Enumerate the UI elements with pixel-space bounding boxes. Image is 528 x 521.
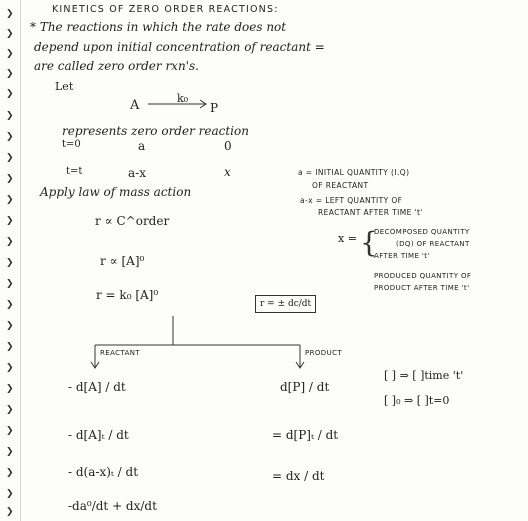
boxed-rate-expression: r = ± dc/dt xyxy=(255,295,316,313)
reactant-term: -da⁰/dt + dx/dt xyxy=(68,499,157,513)
def-x-line-4: PRODUCED QUANTITY OF xyxy=(374,272,472,280)
ring-mark: ❯ xyxy=(6,279,14,289)
ring-mark: ❯ xyxy=(6,507,14,517)
time-zero-product: 0 xyxy=(224,139,232,153)
ring-mark: ❯ xyxy=(6,489,14,499)
ring-mark: ❯ xyxy=(6,69,14,79)
reactant-term: - d[A] / dt xyxy=(68,380,126,394)
ring-mark: ❯ xyxy=(6,89,14,99)
ring-mark: ❯ xyxy=(6,29,14,39)
reaction-rate-constant: k₀ xyxy=(177,92,189,105)
definition-line-1: * The reactions in which the rate does not xyxy=(30,20,287,34)
definition-line-3: are called zero order rxn's. xyxy=(34,59,199,73)
product-term: = d[P]ₜ / dt xyxy=(272,428,339,442)
ring-mark: ❯ xyxy=(6,300,14,310)
let-label: Let xyxy=(55,80,74,93)
page-title: KINETICS OF ZERO ORDER REACTIONS: xyxy=(52,4,279,15)
time-zero-label: t=0 xyxy=(62,139,81,150)
ring-mark: ❯ xyxy=(6,405,14,415)
ring-mark: ❯ xyxy=(6,237,14,247)
def-x-line-5: PRODUCT AFTER TIME 't' xyxy=(374,284,470,292)
ring-mark: ❯ xyxy=(6,195,14,205)
ring-mark: ❯ xyxy=(6,363,14,373)
time-t-label: t=t xyxy=(66,166,83,177)
ring-mark: ❯ xyxy=(6,321,14,331)
def-ax-line-1: a-x = LEFT QUANTITY OF xyxy=(300,196,403,205)
ring-mark: ❯ xyxy=(6,258,14,268)
product-term: d[P] / dt xyxy=(280,380,330,394)
definition-line-2: depend upon initial concentration of reactant = xyxy=(34,40,325,54)
def-x-brace: { xyxy=(360,226,378,259)
represents-line: represents zero order reaction xyxy=(62,124,249,138)
ring-mark: ❯ xyxy=(6,9,14,19)
reactant-term: - d[A]ₜ / dt xyxy=(68,428,129,442)
ring-mark: ❯ xyxy=(6,132,14,142)
ring-mark: ❯ xyxy=(6,426,14,436)
def-ax-line-2: REACTANT AFTER TIME 't' xyxy=(318,208,423,217)
def-x-label: x = xyxy=(338,232,357,245)
ring-mark: ❯ xyxy=(6,342,14,352)
ring-mark: ❯ xyxy=(6,174,14,184)
time-zero-reactant: a xyxy=(138,139,146,153)
ring-mark: ❯ xyxy=(6,111,14,121)
branch-label-product: PRODUCT xyxy=(305,349,343,357)
branch-label-reactant: REACTANT xyxy=(100,349,141,357)
def-x-line-3: AFTER TIME 't' xyxy=(374,252,430,260)
ring-mark: ❯ xyxy=(6,468,14,478)
rate-proportional-zero: r ∝ [A]⁰ xyxy=(100,254,145,268)
time-t-product: x xyxy=(224,165,231,179)
def-x-line-1: DECOMPOSED QUANTITY xyxy=(374,228,470,236)
ring-mark: ❯ xyxy=(6,153,14,163)
reactant-term: - d(a-x)ₜ / dt xyxy=(68,465,139,479)
notation-line-2: [ ]₀ ⇒ [ ]t=0 xyxy=(384,394,450,407)
rate-equation: r = k₀ [A]⁰ xyxy=(96,288,159,302)
product-term: = dx / dt xyxy=(272,469,325,483)
ring-mark: ❯ xyxy=(6,216,14,226)
ring-mark: ❯ xyxy=(6,447,14,457)
ring-mark: ❯ xyxy=(6,384,14,394)
reaction-reactant: A xyxy=(130,98,140,113)
apply-law-line: Apply law of mass action xyxy=(40,185,192,199)
notation-line-1: [ ] ⇒ [ ]time 't' xyxy=(384,369,464,382)
def-a-line-1: a = INITIAL QUANTITY (I.Q) xyxy=(298,168,410,177)
rate-proportional-order: r ∝ C^order xyxy=(95,214,170,228)
reaction-product: P xyxy=(210,101,219,115)
time-t-reactant: a-x xyxy=(128,166,146,180)
ring-mark: ❯ xyxy=(6,49,14,59)
def-a-line-2: OF REACTANT xyxy=(312,181,369,190)
def-x-line-2: (DQ) OF REACTANT xyxy=(396,240,470,248)
